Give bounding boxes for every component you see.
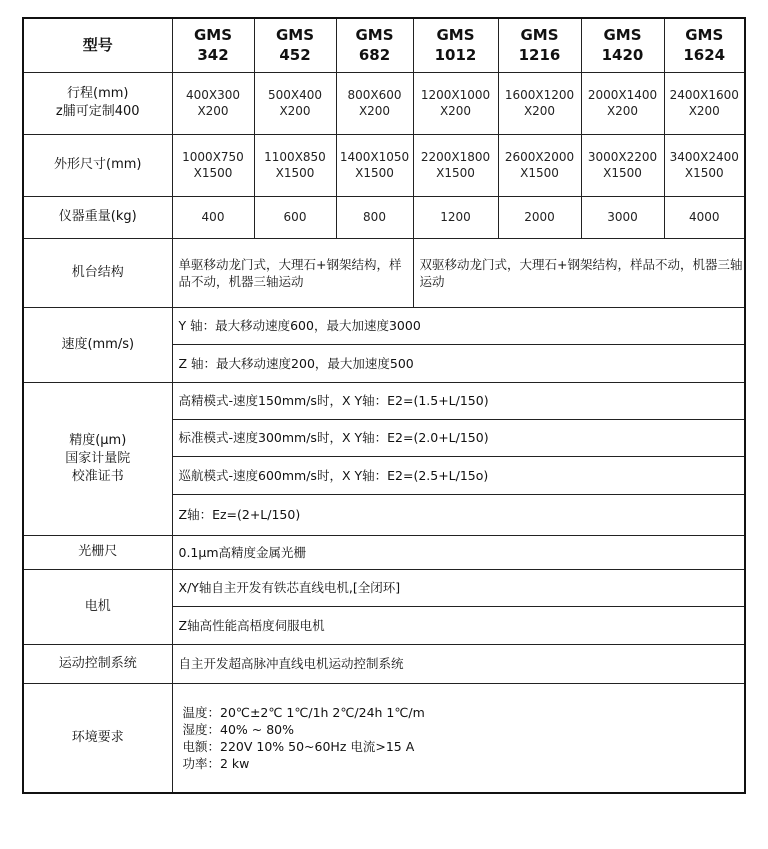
model-cell: GMS 1624	[664, 18, 745, 72]
speed-label: 速度(mm/s)	[23, 307, 172, 382]
environment-power-supply: 电额：220V 10% 50~60Hz 电流>15 A	[182, 738, 415, 754]
environment-humidity: 湿度：40% ~ 80%	[182, 721, 294, 737]
model-cell: GMS 1216	[498, 18, 581, 72]
structure-label: 机台结构	[23, 238, 172, 307]
structure-dual-drive: 双驱移动龙门式，大理石+钢架结构，样品不动，机器三轴运动	[413, 238, 745, 307]
model-cell: GMS 342	[172, 18, 254, 72]
environment-label: 环境要求	[23, 683, 172, 793]
accuracy-cruise-mode: 巡航模式-速度600mm/s时，X Y轴：E2=(2.5+L/15o)	[172, 456, 745, 494]
environment-requirements	[172, 683, 745, 793]
environment-power: 功率：2 kw	[182, 755, 250, 771]
model-cell: GMS 1012	[413, 18, 498, 72]
travel-cell: 2400X1600 X200	[664, 72, 745, 134]
grating-row	[23, 535, 745, 569]
dimensions-cell: 2200X1800 X1500	[413, 134, 498, 196]
weight-cell: 4000	[664, 196, 745, 238]
structure-single-drive: 单驱移动龙门式，大理石+钢架结构，样品不动，机器三轴运动	[172, 238, 413, 307]
speed-y-row	[23, 307, 745, 344]
spec-table-container	[22, 17, 744, 794]
grating-value: 0.1μm高精度金属光栅	[172, 535, 745, 569]
spec-table	[22, 17, 746, 794]
accuracy-standard-mode: 标准模式-速度300mm/s时，X Y轴：E2=(2.0+L/150)	[172, 419, 745, 456]
dimensions-cell: 3400X2400 X1500	[664, 134, 745, 196]
motion-control-row	[23, 644, 745, 683]
model-cell: GMS 1420	[581, 18, 664, 72]
weight-cell: 3000	[581, 196, 664, 238]
travel-cell: 500X400 X200	[254, 72, 336, 134]
travel-cell: 400X300 X200	[172, 72, 254, 134]
weight-cell: 400	[172, 196, 254, 238]
travel-cell: 1200X1000 X200	[413, 72, 498, 134]
environment-temperature: 温度：20℃±2℃ 1℃/1h 2℃/24h 1℃/m	[182, 704, 425, 720]
accuracy-label: 精度(μm) 国家计量院 校准证书	[23, 382, 172, 535]
motion-control-value: 自主开发超高脉冲直线电机运动控制系统	[172, 644, 745, 683]
grating-label: 光栅尺	[23, 535, 172, 569]
dimensions-label: 外形尺寸(mm)	[23, 134, 172, 196]
travel-row	[23, 72, 745, 134]
model-cell: GMS 682	[336, 18, 413, 72]
motion-control-label: 运动控制系统	[23, 644, 172, 683]
structure-row	[23, 238, 745, 307]
model-header-row	[23, 18, 745, 72]
speed-z-axis: Z 轴：最大移动速度200，最大加速度500	[172, 344, 745, 382]
model-cell: GMS 452	[254, 18, 336, 72]
weight-cell: 2000	[498, 196, 581, 238]
weight-cell: 600	[254, 196, 336, 238]
dimensions-cell: 2600X2000 X1500	[498, 134, 581, 196]
accuracy-high-row	[23, 382, 745, 419]
motor-label: 电机	[23, 569, 172, 644]
model-label: 型号	[23, 18, 172, 72]
weight-cell: 800	[336, 196, 413, 238]
weight-label: 仪器重量(kg)	[23, 196, 172, 238]
dimensions-cell: 1000X750 X1500	[172, 134, 254, 196]
dimensions-cell: 1400X1050 X1500	[336, 134, 413, 196]
dimensions-cell: 3000X2200 X1500	[581, 134, 664, 196]
travel-cell: 1600X1200 X200	[498, 72, 581, 134]
speed-y-axis: Y 轴：最大移动速度600，最大加速度3000	[172, 307, 745, 344]
motor-xy-row	[23, 569, 745, 606]
travel-cell: 2000X1400 X200	[581, 72, 664, 134]
travel-cell: 800X600 X200	[336, 72, 413, 134]
accuracy-z-axis: Z轴：Ez=(2+L/150)	[172, 494, 745, 535]
weight-row	[23, 196, 745, 238]
travel-label: 行程(mm) z脯可定制400	[23, 72, 172, 134]
environment-row	[23, 683, 745, 793]
weight-cell: 1200	[413, 196, 498, 238]
accuracy-high-mode: 高精模式-速度150mm/s时，X Y轴：E2=(1.5+L/150)	[172, 382, 745, 419]
dimensions-cell: 1100X850 X1500	[254, 134, 336, 196]
motor-z: Z轴高性能高梧度伺服电机	[172, 606, 745, 644]
dimensions-row	[23, 134, 745, 196]
motor-xy: X/Y轴自主开发有铁芯直线电机,[全闭环]	[172, 569, 745, 606]
